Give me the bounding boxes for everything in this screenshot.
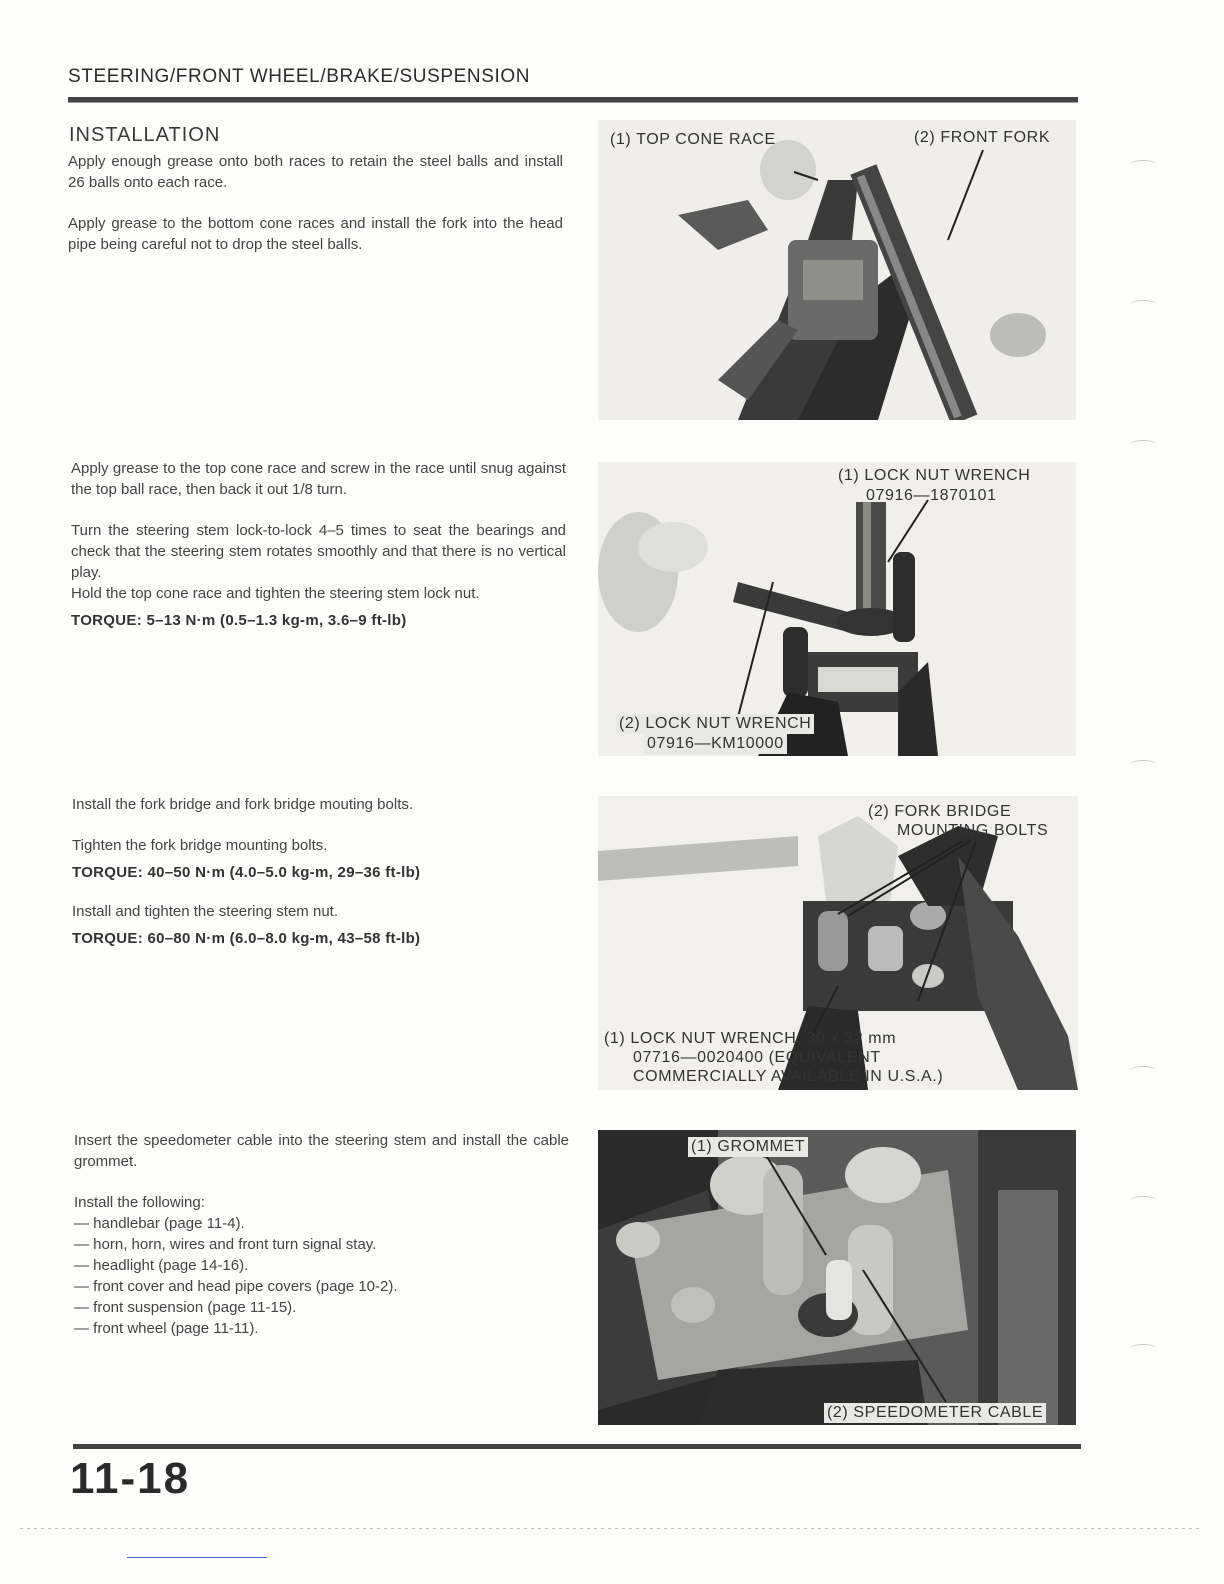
page-header-title: STEERING/FRONT WHEEL/BRAKE/SUSPENSION (68, 66, 531, 87)
list-item: — front wheel (page 11-11). (74, 1320, 259, 1337)
list-item: — handlebar (page 11-4). (74, 1215, 245, 1232)
photo-illustration (598, 462, 1076, 756)
figure-label: MOUNTING BOLTS (897, 822, 1049, 839)
margin-mark (1130, 760, 1156, 769)
photo-top-cone-race (598, 120, 1076, 420)
figure-label: (1) LOCK NUT WRENCH, 30 x 32 mm (604, 1030, 897, 1047)
margin-mark (1130, 1196, 1156, 1205)
paragraph: Insert the speedometer cable into the steering stem and install the cable grommet. (74, 1132, 569, 1170)
link-underline (127, 1557, 267, 1558)
section-title: INSTALLATION (69, 124, 221, 146)
paragraph: Install the following: (74, 1194, 205, 1211)
figure-label: (2) SPEEDOMETER CABLE (824, 1403, 1046, 1423)
list-item: — horn, horn, wires and front turn signal stay. (74, 1236, 377, 1253)
figure-label: 07916—KM10000 (644, 734, 787, 754)
figure-label: (1) GROMMET (688, 1137, 808, 1157)
figure-label: (2) FRONT FORK (914, 129, 1051, 146)
margin-mark (1130, 1344, 1156, 1353)
list-item: — front cover and head pipe covers (page 10-2). (74, 1278, 398, 1295)
paragraph: Tighten the fork bridge mounting bolts. (72, 837, 328, 854)
photo-lock-nut-wrench (598, 462, 1076, 756)
torque-spec: TORQUE: 40–50 N·m (4.0–5.0 kg-m, 29–36 ft-lb) (72, 864, 421, 881)
torque-spec: TORQUE: 5–13 N·m (0.5–1.3 kg-m, 3.6–9 ft-lb) (71, 612, 407, 629)
figure-label: 07716—0020400 (EQUIVALENT (633, 1049, 881, 1066)
margin-mark (1130, 160, 1156, 169)
paragraph: Install the fork bridge and fork bridge mouting bolts. (72, 796, 414, 813)
list-item: — headlight (page 14-16). (74, 1257, 249, 1274)
header-rule (68, 97, 1078, 103)
paragraph: Install and tighten the steering stem nut. (72, 903, 338, 920)
text-block-2 (71, 458, 566, 649)
torque-spec: TORQUE: 60–80 N·m (6.0–8.0 kg-m, 43–58 ft-lb) (72, 930, 421, 947)
install-list (74, 1213, 569, 1339)
figure-label: (2) FORK BRIDGE (868, 803, 1012, 820)
margin-mark (1130, 300, 1156, 309)
figure-label: (1) LOCK NUT WRENCH (838, 467, 1031, 484)
figure-label: 07916—1870101 (866, 487, 997, 504)
paragraph: Turn the steering stem lock-to-lock 4–5 times to seat the bearings and check that the steering stem rotates smoothly and that there is no vertical play. (71, 522, 566, 581)
list-item: — front suspension (page 11-15). (74, 1299, 297, 1316)
paragraph: Apply grease to the top cone race and screw in the race until snug against the top ball race, then back it out 1/8 turn. (71, 460, 566, 498)
figure-label: (2) LOCK NUT WRENCH (616, 714, 814, 734)
margin-mark (1130, 440, 1156, 449)
photo-illustration (598, 1130, 1076, 1425)
page-number: 11-18 (70, 1454, 191, 1503)
photo-fork-bridge (598, 796, 1078, 1090)
scan-artifact-line (20, 1528, 1200, 1529)
footer-rule (73, 1444, 1081, 1449)
figure-label: (1) TOP CONE RACE (610, 131, 776, 148)
text-block-3 (72, 794, 567, 967)
text-block-4 (74, 1130, 569, 1339)
photo-grommet (598, 1130, 1076, 1425)
photo-illustration (598, 120, 1076, 420)
figure-label: COMMERCIALLY AVAILABLE IN U.S.A.) (633, 1068, 944, 1085)
paragraph: Apply enough grease onto both races to retain the steel balls and install 26 balls onto each race. (68, 153, 563, 191)
margin-mark (1130, 1066, 1156, 1075)
paragraph: Hold the top cone race and tighten the steering stem lock nut. (71, 585, 480, 602)
paragraph: Apply grease to the bottom cone races and install the fork into the head pipe being careful not to drop the steel balls. (68, 215, 563, 253)
text-block-1 (68, 151, 563, 275)
